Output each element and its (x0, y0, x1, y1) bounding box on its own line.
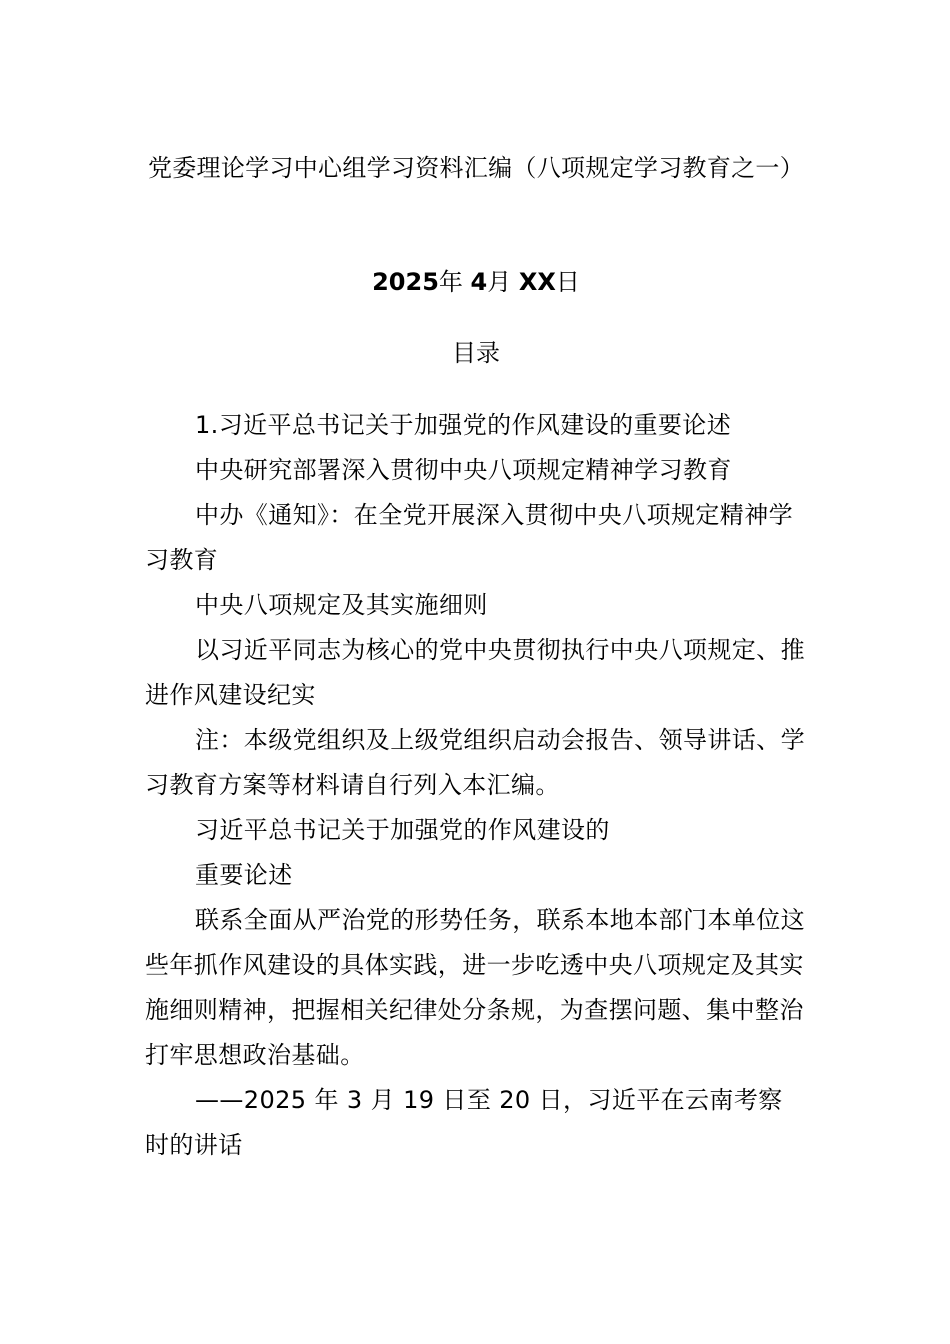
date-day-unit: 日 (555, 268, 580, 296)
date-day: XX (518, 268, 556, 296)
toc-item-5: 以习近平同志为核心的党中央贯彻执行中央八项规定、推进作风建设纪实 (145, 636, 805, 709)
toc-item-2: 中央研究部署深入贯彻中央八项规定精神学习教育 (195, 456, 732, 484)
toc-note: 注：本级党组织及上级党组织启动会报告、领导讲话、学习教育方案等材料请自行列入本汇编。 (145, 726, 805, 799)
toc-heading: 目录 (452, 339, 500, 367)
date-year: 2025 (372, 268, 439, 296)
toc-item-4: 中央八项规定及其实施细则 (195, 591, 488, 619)
date-year-unit: 年 (438, 268, 463, 296)
section-heading-line-2: 重要论述 (195, 861, 293, 889)
toc-item-1: 1.习近平总书记关于加强党的作风建设的重要论述 (195, 411, 732, 439)
quote-source: ——2025 年 3 月 19 日至 20 日，习近平在云南考察时的讲话 (145, 1086, 783, 1159)
quote-paragraph: 联系全面从严治党的形势任务，联系本地本部门本单位这些年抓作风建设的具体实践，进一步吃透中央八项规定及其实施细则精神，把握相关纪律处分条规，为查摆问题、集中整治打牢思想政治基础。 (145, 906, 805, 1069)
document-body (145, 403, 807, 1168)
toc-item-3: 中办《通知》：在全党开展深入贯彻中央八项规定精神学习教育 (145, 501, 793, 574)
section-heading-line-1: 习近平总书记关于加强党的作风建设的 (195, 816, 610, 844)
document-date (145, 262, 807, 302)
date-month: 4 (470, 268, 488, 296)
document-title: 党委理论学习中心组学习资料汇编（八项规定学习教育之一） (147, 154, 805, 182)
date-month-unit: 月 (487, 268, 512, 296)
